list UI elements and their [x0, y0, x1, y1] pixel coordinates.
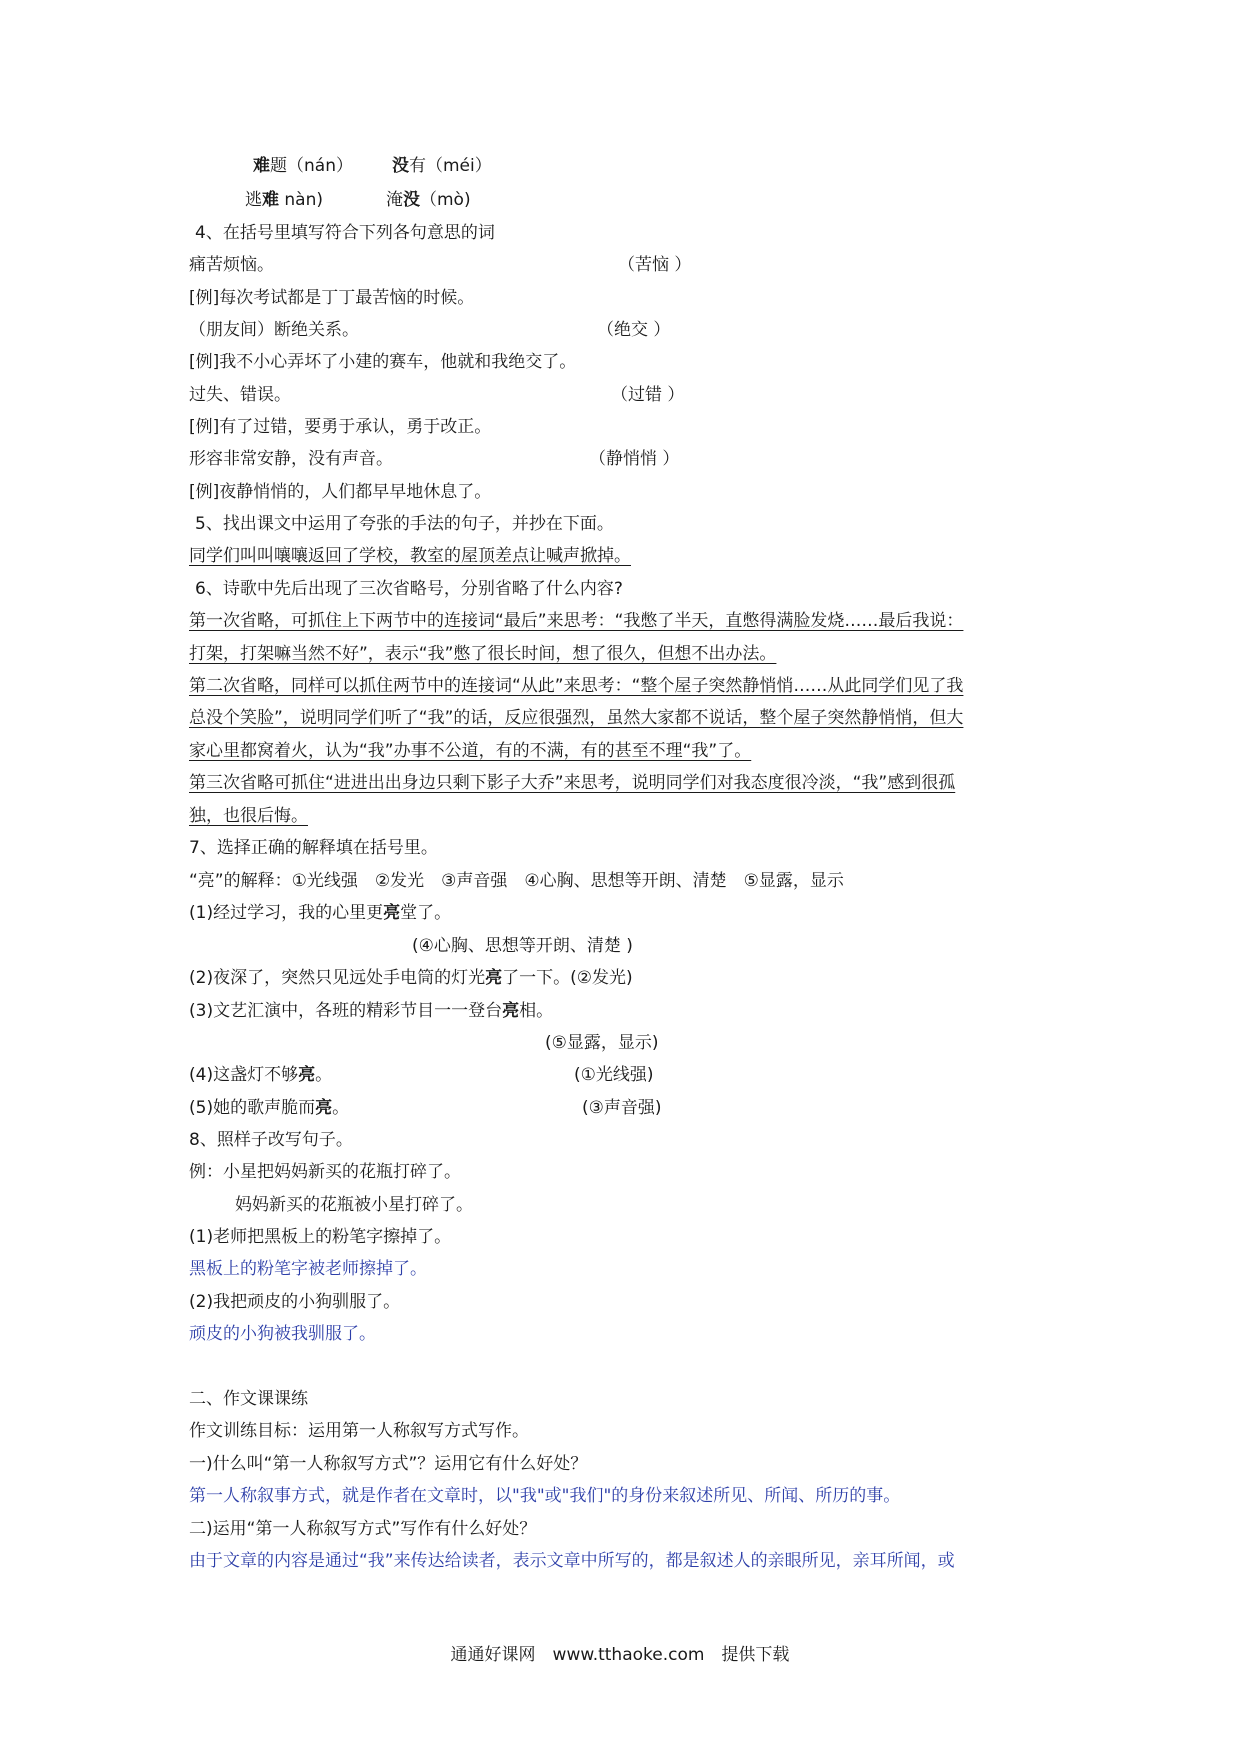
q4-example-2: [例]我不小心弄坏了小建的赛车，他就和我绝交了。: [189, 352, 577, 372]
q4-def-3: 过失、错误。: [189, 385, 291, 405]
q4-def-1: 痛苦烦恼。: [189, 255, 274, 275]
q4-example-1: [例]每次考试都是丁丁最苦恼的时候。: [189, 288, 475, 308]
q4-answer-4: （静悄悄 ）: [589, 449, 680, 469]
q7-answer-3: (⑤显露，显示): [545, 1033, 659, 1053]
pinyin-yan-mo: 淹没（mò): [386, 190, 471, 210]
part2-goal: 作文训练目标：运用第一人称叙写方式写作。: [189, 1421, 529, 1441]
q6-line-5: 家心里都窝着火，认为“我”办事不公道，有的不满，有的甚至不理“我”了。: [189, 741, 752, 761]
q4-example-4: [例]夜静悄悄的，人们都早早地休息了。: [189, 482, 492, 502]
q5-title: 5、找出课文中运用了夸张的手法的句子，并抄在下面。: [195, 514, 614, 534]
part2-question-2: 二)运用“第一人称叙写方式”写作有什么好处？: [189, 1519, 537, 1539]
q7-item-3: (3)文艺汇演中，各班的精彩节目一一登台亮相。: [189, 1001, 554, 1021]
q7-definitions: “亮”的解释：①光线强 ②发光 ③声音强 ④心胸、思想等开朗、清楚 ⑤显露，显示: [189, 871, 844, 891]
q8-example-2: 妈妈新买的花瓶被小星打碎了。: [235, 1195, 473, 1215]
q8-sentence-1: (1)老师把黑板上的粉笔字擦掉了。: [189, 1227, 452, 1247]
q6-line-1: 第一次省略，可抓住上下两节中的连接词“最后”来思考：“我憋了半天，直憋得满脸发烧……最后我说：: [189, 611, 964, 631]
part2-answer-1: 第一人称叙事方式，就是作者在文章时，以"我"或"我们"的身份来叙述所见、所闻、所历的事。: [189, 1486, 901, 1506]
q8-answer-1: 黑板上的粉笔字被老师擦掉了。: [189, 1259, 427, 1279]
q4-title: 4、在括号里填写符合下列各句意思的词: [195, 223, 495, 243]
q6-line-4: 总没个笑脸”，说明同学们听了“我”的话，反应很强烈，虽然大家都不说话，整个屋子突然静悄悄，但大: [189, 708, 964, 728]
q4-def-4: 形容非常安静，没有声音。: [189, 449, 393, 469]
q4-answer-2: （绝交 ）: [597, 320, 671, 340]
pinyin-tao-nan: 逃难 nàn): [245, 190, 324, 210]
q7-item-2: (2)夜深了，突然只见远处手电筒的灯光亮了一下。(②发光): [189, 968, 633, 988]
q4-def-2: （朋友间）断绝关系。: [189, 320, 359, 340]
q6-line-7: 独，也很后悔。: [189, 806, 308, 826]
part2-answer-2: 由于文章的内容是通过“我”来传达给读者，表示文章中所写的，都是叙述人的亲眼所见，亲耳所闻，或: [189, 1551, 955, 1571]
q8-title: 8、照样子改写句子。: [189, 1130, 353, 1150]
q6-title: 6、诗歌中先后出现了三次省略号，分别省略了什么内容?: [195, 579, 623, 599]
q6-line-2: 打架，打架嘛当然不好”，表示“我”憋了很长时间，想了很久，但想不出办法。: [189, 644, 777, 664]
q7-answer-4: (①光线强): [574, 1065, 654, 1085]
q8-sentence-2: (2)我把顽皮的小狗驯服了。: [189, 1292, 401, 1312]
q7-item-1: (1)经过学习，我的心里更亮堂了。: [189, 903, 452, 923]
part2-title: 二、作文课课练: [189, 1389, 308, 1409]
q4-answer-1: （苦恼 ）: [618, 255, 692, 275]
q8-answer-2: 顽皮的小狗被我驯服了。: [189, 1324, 376, 1344]
q8-example-1: 例：小星把妈妈新买的花瓶打碎了。: [189, 1162, 461, 1182]
q7-title: 7、选择正确的解释填在括号里。: [189, 838, 438, 858]
q7-item-4: (4)这盏灯不够亮。: [189, 1065, 333, 1085]
q5-answer: 同学们叫叫嚷嚷返回了学校，教室的屋顶差点让喊声掀掉。: [189, 546, 631, 566]
footer-source: 通通好课网 www.tthaoke.com 提供下载: [450, 1645, 790, 1665]
q6-line-3: 第二次省略，同样可以抓住两节中的连接词“从此”来思考：“整个屋子突然静悄悄……从此同学们见了我: [189, 676, 964, 696]
part2-question-1: 一)什么叫“第一人称叙写方式”？运用它有什么好处？: [189, 1454, 588, 1474]
q7-answer-1: (④心胸、思想等开朗、清楚 ): [412, 936, 633, 956]
q4-answer-3: （过错 ）: [611, 385, 685, 405]
q7-answer-5: (③声音强): [582, 1098, 662, 1118]
q4-example-3: [例]有了过错，要勇于承认，勇于改正。: [189, 417, 492, 437]
q6-line-6: 第三次省略可抓住“进进出出身边只剩下影子大乔”来思考，说明同学们对我态度很冷淡，“我”感到很孤: [189, 773, 956, 793]
q7-item-5: (5)她的歌声脆而亮。: [189, 1098, 350, 1118]
pinyin-mei-you: 没有（méi）: [392, 156, 492, 176]
pinyin-nan-ti: 难题（nán）: [253, 156, 353, 176]
